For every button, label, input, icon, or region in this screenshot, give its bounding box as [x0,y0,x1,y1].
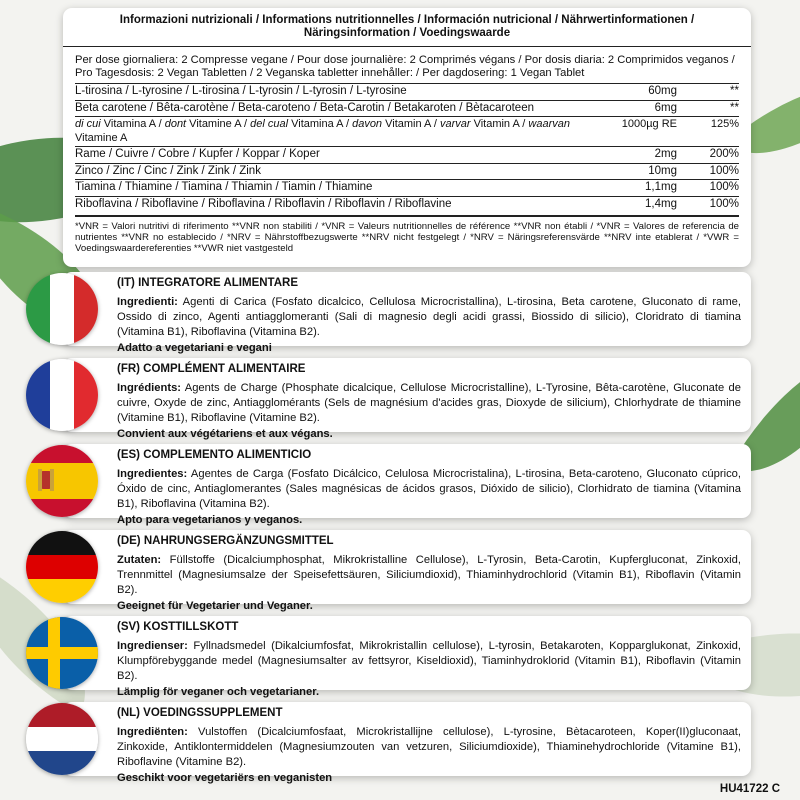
vitamin-a-subrow-part: Vitamin A / [470,118,529,130]
nutrient-percent: 100% [683,196,739,212]
ingredients-list: Agentes de Carga (Fosfato Dicálcico, Celulosa Microcristalina), L-tirosina, Beta-caroteno, Gluconato cúprico, Óxido de cinc, Antiaglomerantes (Sales magnésicas de ácidos grasos, Dióxido de silicio), Clorhidrato de tiamina (Vitamina B1), Riboflavina (Vitamina B2). [117,468,741,511]
ingredients-label: Ingredienser: [117,640,188,652]
nutrition-title-line2: Näringsinformation / Voedingswaarde [303,27,511,39]
vitamin-a-subrow-part: Vitamine A / [186,118,251,130]
ingredients-label: Ingredientes: [117,468,188,480]
nutrition-row [75,147,739,164]
nutrient-amount: 10mg [587,163,683,180]
suitability-claim: Geschikt voor vegetariërs en veganisten [117,771,333,784]
language-card-fr [63,358,751,440]
nutrient-percent: ** [683,100,739,117]
nutrient-name: L-tirosina / L-tyrosine / L-tirosina / L-tyrosin / L-tyrosin / L-tyrosine [75,84,587,101]
nutrient-percent: 200% [683,147,739,164]
ingredients-text [117,295,741,356]
nutrition-row [75,117,739,147]
ingredients-label: Ingredienti: [117,296,178,308]
language-card-es [63,444,751,526]
language-title: (ES) COMPLEMENTO ALIMENTICIO [117,449,312,461]
germany-flag-icon [26,531,98,603]
nutrient-amount: 2mg [587,147,683,164]
nutrient-amount: 1000µg RE [587,117,683,147]
italy-flag-icon [26,273,98,345]
language-title: (IT) INTEGRATORE ALIMENTARE [117,277,299,289]
vitamin-a-subrow-part: Vitamin A / [382,118,440,130]
suitability-claim: Lämplig för veganer och vegetarianer. [117,685,320,698]
language-card-nl [63,702,751,784]
nutrient-name: Beta carotene / Bêta-carotène / Beta-caroteno / Beta-Carotin / Betakaroten / Bètacaroteen [75,100,587,117]
nutrition-title [63,8,751,40]
language-card-de [63,530,751,612]
ingredients-text [117,381,741,442]
language-title: (SV) KOSTTILLSKOTT [117,621,239,633]
language-card-sv [63,616,751,698]
nutrition-row [75,100,739,117]
vitamin-a-subrow-part: dont [164,118,187,130]
ingredients-list: Fyllnadsmedel (Dikalciumfosfat, Mikrokristallin cellulose), L-tyrosin, Betakaroten, Kopparglukonat, Zinkoxid, Klumpförebyggande medel (Magnesiumsalter av fettsyror, Kiseldioxid), Tiaminhydroklorid (Vitamin B1), Riboflavin (Vitamin B2). [117,640,741,683]
ingredients-label: Ingrediënten: [117,726,188,738]
nutrient-name: Rame / Cuivre / Cobre / Kupfer / Koppar / Koper [75,147,587,164]
nutrient-amount: 6mg [587,100,683,117]
nutrient-percent: 125% [683,117,739,147]
nutrient-percent: 100% [683,180,739,197]
nutrient-name: Riboflavina / Riboflavine / Riboflavina / Riboflavin / Riboflavin / Riboflavine [75,196,587,212]
dose-text: Per dose giornaliera: 2 Compresse vegane / Pour dose journalière: 2 Comprimés végans / Por dosis diaria: 2 Comprimidos veganos / Pro Tagesdosis: 2 Vegan Tabletten / 2 Veganska tabletter innehåller: / Per dagdosering: 1 Vegan Tablet [63,46,751,83]
language-title: (NL) VOEDINGSSUPPLEMENT [117,707,283,719]
france-flag-icon [26,359,98,431]
nutrient-amount: 1,4mg [587,196,683,212]
netherlands-flag-icon [26,703,98,775]
ingredients-list: Agents de Charge (Phosphate dicalcique, Cellulose Microcristalline), L-Tyrosine, Bêta-carotène, Gluconate de cuivre, Oxyde de zinc, Antiagglomérants (Sels de magnésium d'acides gras, Dioxyde de silicium), Chlorhydrate de thiamine (Vitamine B1), Riboflavine (Vitamine B2). [117,382,741,425]
suitability-claim: Adatto a vegetariani e vegani [117,341,272,354]
vitamin-a-subrow-part: di cui [75,118,101,130]
ingredients-label: Ingrédients: [117,382,182,394]
language-card-it [63,272,751,354]
language-title: (DE) NAHRUNGSERGÄNZUNGSMITTEL [117,535,334,547]
vitamin-a-subrow-part: davon [352,118,383,130]
nutrient-name: Tiamina / Thiamine / Tiamina / Thiamin / Tiamin / Thiamine [75,180,587,197]
vitamin-a-subrow-part: Vitamina A / [288,118,353,130]
suitability-claim: Geeignet für Vegetarier und Veganer. [117,599,313,612]
spain-flag-icon [26,445,98,517]
nutrition-row [75,84,739,101]
nutrition-panel [63,8,751,267]
suitability-claim: Apto para vegetarianos y veganos. [117,513,303,526]
product-code: HU41722 C [719,783,780,795]
nutrient-amount: 60mg [587,84,683,101]
ingredients-list: Füllstoffe (Dicalciumphosphat, Mikrokristalline Cellulose), L-Tyrosin, Beta-Carotin, Kupfergluconat, Zinkoxid, Trennmittel (Magnesiumsalze der Speisefettsäuren, Siliciumdioxid), Thiaminhydrochlorid (Vitamin B1), Riboflavin (Vitamin B2). [117,554,741,597]
footnote: *VNR = Valori nutritivi di riferimento **VNR non stabiliti / *VNR = Valeurs nutritionnelles de référence **VNR non établi / *VNR = Valores de referencia de nutrientes **VNR no establecido / *NRV = Nährstoffbezugswerte **NRV nicht festgelegt / *NRV = Näringsreferensvärde **NRV inte etablerat / *VWR = Voedingswaardereferenties **VWR niet vastgesteld [75,215,739,254]
vitamin-a-subrow-part: Vitamine A [75,131,128,144]
nutrient-percent: 100% [683,163,739,180]
nutrition-table [75,83,739,212]
vitamin-a-subrow-part: Vitamina A / [100,118,165,130]
nutrient-name: Zinco / Zinc / Cinc / Zink / Zink / Zink [75,163,587,180]
ingredients-list: Vulstoffen (Dicalciumfosfaat, Microkristallijne cellulose), L-tyrosine, Bètacaroteen, Koper(II)gluconaat, Zinkoxide, Antiklontermiddelen (Magnesiumzouten van vetzuren, Siliciumdioxide), Thiaminehydrochloride (Vitamine B1), Riboflavine (Vitamine B2). [117,726,741,769]
nutrition-row [75,196,739,212]
language-title: (FR) COMPLÉMENT ALIMENTAIRE [117,363,306,375]
ingredients-label: Zutaten: [117,554,162,566]
suitability-claim: Convient aux végétariens et aux végans. [117,427,333,440]
ingredients-text [117,467,741,528]
nutrition-row [75,163,739,180]
sweden-flag-icon [26,617,98,689]
nutrient-amount: 1,1mg [587,180,683,197]
ingredients-list: Agenti di Carica (Fosfato dicalcico, Cellulosa Microcristallina), L-tirosina, Beta carotene, Gluconato di rame, Ossido di zinco, Agenti antiagglomeranti (Sali di magnesio degli acidi grassi, Biossido di silicio), Cloridrato di tiamina (Vitamina B1), Riboflavina (Vitamina B2). [117,296,741,339]
ingredients-text [117,725,741,786]
nutrient-percent: ** [683,84,739,101]
ingredients-text [117,553,741,614]
ingredients-text [117,639,741,700]
nutrition-row [75,180,739,197]
nutrient-name [75,117,587,147]
vitamin-a-subrow-part: varvar [439,118,471,130]
nutrition-title-line1: Informazioni nutrizionali / Informations nutritionnelles / Información nutricional / Nährwertinformationen / [119,14,695,26]
vitamin-a-subrow-part: waarvan [528,118,570,130]
vitamin-a-subrow-part: del cual [250,118,289,130]
